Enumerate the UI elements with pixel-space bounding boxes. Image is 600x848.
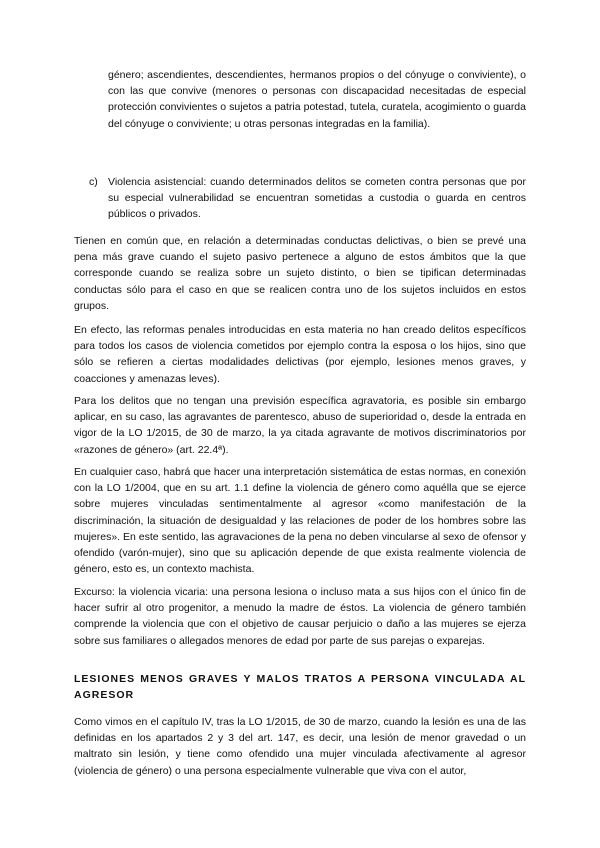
list-item-c-text: Violencia asistencial: cuando determinados delitos se cometen contra personas que por su especial vulnerabilidad se encuentran sometidas a custodia o guarda en centros públicos o privados. (108, 176, 526, 221)
paragraph-excurso: Excurso: la violencia vicaria: una persona lesiona o incluso mata a sus hijos con el único fin de hacer sufrir al otro progenitor, a menudo la madre de éstos. La violencia de género también comprende la violencia que con el objetivo de causar perjuicio o daño a las mujeres se ejerza sobre sus familiares o allegados menores de edad por parte de sus parejas o exparejas. (74, 586, 526, 647)
continuation-paragraph: género; ascendientes, descendientes, hermanos propios o del cónyuge o conviviente), o con las que convive (menores o personas con discapacidad necesitadas de especial protección convivientes o sujetos a patria potestad, tutela, curatela, acogimiento o guarda del cónyuge o conviviente; u otras personas integradas en la familia). (108, 69, 526, 130)
section-heading: LESIONES MENOS GRAVES Y MALOS TRATOS A PERSONA VINCULADA AL AGRESOR (74, 673, 526, 702)
list-item-c (89, 174, 526, 223)
paragraph-para-los-delitos: Para los delitos que no tengan una previsión específica agravatoria, es posible sin embargo aplicar, en su caso, las agravantes de parentesco, abuso de superioridad o, desde la entrada en vigor de la LO 1/2015, de 30 de marzo, la ya citada agravante de motivos discriminatorios por «razones de género» (art. 22.4ª). (74, 395, 526, 456)
paragraph-tienen-en-comun: Tienen en común que, en relación a determinadas conductas delictivas, o bien se prevé una pena más grave cuando el sujeto pasivo pertenece a alguno de estos ámbitos que la que corresponde cuando se realiza sobre un sujeto distinto, o bien se tipifican determinadas conductas sólo para el caso en que se realicen contra uno de los sujetos incluidos en estos grupos. (74, 235, 526, 312)
paragraph-en-efecto: En efecto, las reformas penales introducidas en esta materia no han creado delitos específicos para todos los casos de violencia cometidos por ejemplo contra la esposa o los hijos, sino que sólo se refieren a ciertas modalidades delictivas (por ejemplo, lesiones menos graves, y coacciones y amenazas leves). (74, 324, 526, 385)
paragraph-como-vimos: Como vimos en el capítulo IV, tras la LO 1/2015, de 30 de marzo, cuando la lesión es una de las definidas en los apartados 2 y 3 del art. 147, es decir, una lesión de menor gravedad o un maltrato sin lesión, y tiene como ofendido una mujer vinculada afectivamente al agresor (violencia de género) o una persona especialmente vulnerable que viva con el autor, (74, 716, 526, 777)
paragraph-en-cualquier-caso: En cualquier caso, habrá que hacer una interpretación sistemática de estas normas, en conexión con la LO 1/2004, que en su art. 1.1 define la violencia de género como aquélla que se ejerce sobre mujeres vinculadas sentimentalmente al agresor «como manifestación de la discriminación, la situación de desigualdad y las relaciones de poder de los hombres sobre las mujeres». En este sentido, las agravaciones de la pena no deben vincularse al sexo de ofensor y ofendido (varón-mujer), sino que su aplicación depende de que exista realmente violencia de género, esto es, un contexto machista. (74, 466, 526, 576)
list-item-c-letter: c) (89, 176, 98, 188)
